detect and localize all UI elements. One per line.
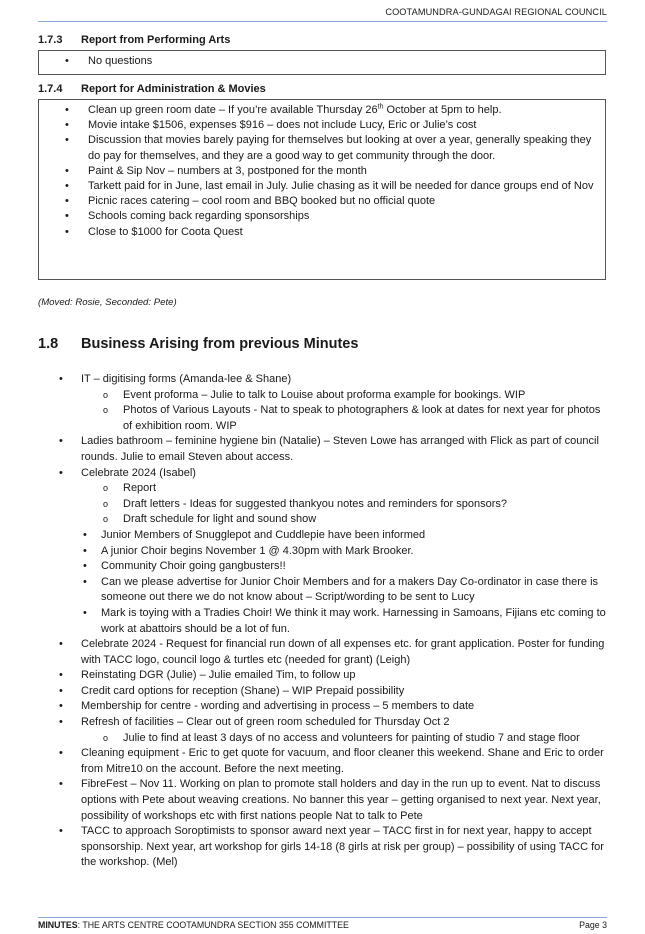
list-item: • Reinstating DGR (Julie) – Julie emailed Tim, to follow up (38, 668, 606, 684)
header-org: COOTAMUNDRA-GUNDAGAI REGIONAL COUNCIL (385, 7, 607, 17)
section-heading-18 (38, 336, 358, 352)
section-title: Business Arising from previous Minutes (81, 336, 359, 352)
nested-bullet-item: • Mark is toying with a Tradies Choir! We think it may work. Harnessing in Samoans, Fijians etc coming to work at abattoirs should be a lot of fun. (38, 606, 606, 637)
performing-arts-box (38, 50, 606, 75)
nested-bullet-item: • Community Choir going gangbusters!! (38, 559, 606, 575)
list-item: • Celebrate 2024 (Isabel) (38, 466, 606, 482)
nested-bullet-item: • A junior Choir begins November 1 @ 4.30pm with Mark Brooker. (38, 544, 606, 560)
list-item: • Cleaning equipment - Eric to get quote for vacuum, and floor cleaner this weekend. Shane and Eric to order from Mitre10 on the account. Before the next meeting. (38, 746, 606, 777)
list-item: • Schools coming back regarding sponsorships (39, 209, 605, 224)
list-item: • Paint & Sip Nov – numbers at 3, postponed for the month (39, 164, 605, 179)
list-item: • Movie intake $1506, expenses $916 – does not include Lucy, Eric or Julie’s cost (39, 118, 605, 133)
sub-list-item: o Julie to find at least 3 days of no access and volunteers for painting of studio 7 and stage floor (38, 731, 606, 747)
list-item: • Clean up green room date – If you’re available Thursday 26th October at 5pm to help. (39, 103, 605, 118)
page-number: Page 3 (579, 920, 607, 930)
list-item: • IT – digitising forms (Amanda-lee & Shane) (38, 372, 606, 388)
sub-list-item: o Draft schedule for light and sound show (38, 512, 606, 528)
list-item: • Credit card options for reception (Shane) – WIP Prepaid possibility (38, 684, 606, 700)
subsection-title: Report from Performing Arts (81, 34, 231, 46)
subsection-number: 1.7.3 (38, 34, 63, 46)
sub-list-item: o Draft letters - Ideas for suggested thankyou notes and reminders for sponsors? (38, 497, 606, 513)
list-item: • Refresh of facilities – Clear out of green room scheduled for Thursday Oct 2 (38, 715, 606, 731)
list-item: • Tarkett paid for in June, last email in July. Julie chasing as it will be needed for dance groups end of Nov (39, 179, 605, 194)
list-item: • Discussion that movies barely paying for themselves but looking at over a year, generally speaking they do pay for themselves, and they are a good way to get community through the door. (39, 133, 605, 163)
list-item: • Celebrate 2024 - Request for financial run down of all expenses etc. for grant application. Poster for funding with TACC logo, council logo & turtles etc (needed for grant) (Leigh) (38, 637, 606, 668)
nested-bullet-item: • Can we please advertise for Junior Choir Members and for a makers Day Co-ordinator in case there is someone out there we do not know about – Script/wording to be sent to Lucy (38, 575, 606, 606)
sub-list-item: o Photos of Various Layouts - Nat to speak to photographers & look at dates for next year for photos of exhibition room. WIP (38, 403, 606, 434)
subsection-heading-174 (38, 83, 266, 95)
list-item: • Membership for centre - wording and advertising in process – 5 members to date (38, 699, 606, 715)
header-rule (38, 21, 607, 22)
subsection-heading-173 (38, 34, 230, 46)
subsection-number: 1.7.4 (38, 83, 63, 95)
subsection-title: Report for Administration & Movies (81, 83, 266, 95)
list-item: • Picnic races catering – cool room and BBQ booked but no official quote (39, 194, 605, 209)
list-item: • FibreFest – Nov 11. Working on plan to promote stall holders and day in the run up to event. Nat to discuss options with Pete about weaving creations. No banner this year – getting organised to next year. Next year, possibility of workshops etc with first nations people Nat to talk to Pete (38, 777, 606, 824)
business-arising-list (38, 372, 606, 871)
list-item: • TACC to approach Soroptimists to sponsor award next year – TACC first in for next year, happy to accept sponsorship. Next year, art workshop for girls 14-18 (8 girls at risk per group) – possibility of using TACC for the workshop. (Mel) (38, 824, 606, 871)
section-number: 1.8 (38, 336, 59, 352)
sub-list-item: o Event proforma – Julie to talk to Louise about proforma example for bookings. WIP (38, 388, 606, 404)
footer-rule (38, 917, 607, 918)
admin-movies-box (38, 99, 606, 280)
nested-bullet-item: • Junior Members of Snugglepot and Cuddlepie have been informed (38, 528, 606, 544)
list-item: • Ladies bathroom – feminine hygiene bin (Natalie) – Steven Lowe has arranged with Flick as part of council rounds. Julie to email Steven about access. (38, 434, 606, 465)
list-item: • No questions (39, 54, 605, 69)
footer-title: MINUTES: THE ARTS CENTRE COOTAMUNDRA SECTION 355 COMMITTEE (38, 920, 349, 930)
sub-list-item: o Report (38, 481, 606, 497)
moved-seconded: (Moved: Rosie, Seconded: Pete) (38, 297, 177, 308)
list-item: • Close to $1000 for Coota Quest (39, 225, 605, 240)
